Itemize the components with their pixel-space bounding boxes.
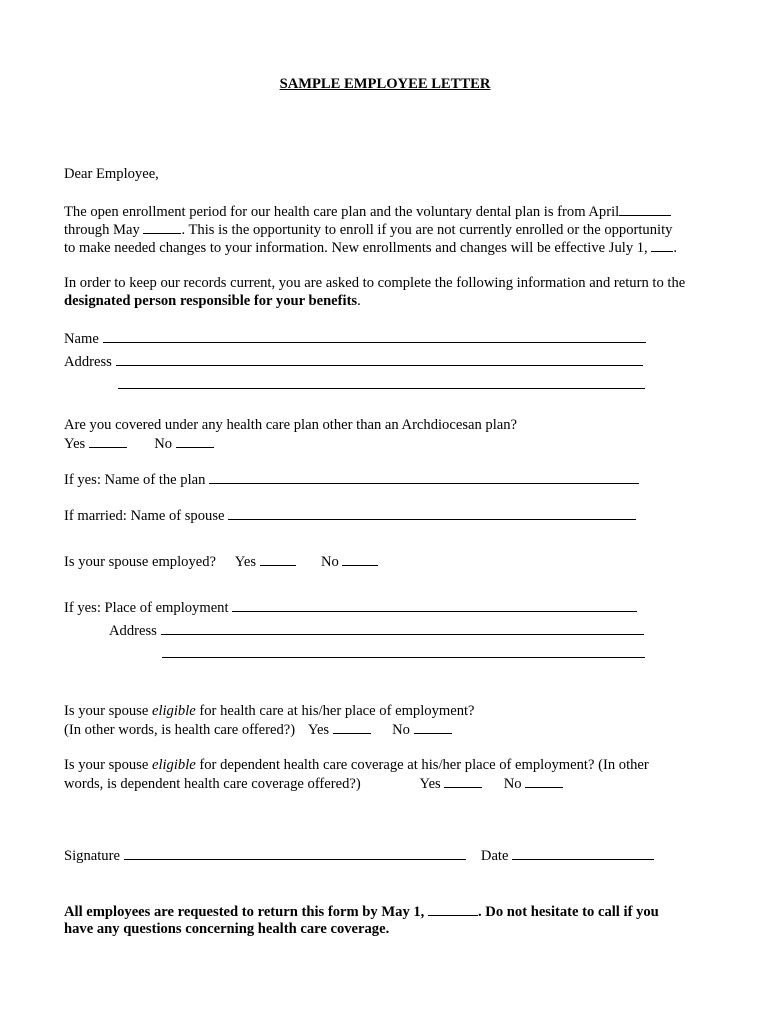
p1-text-3b: . xyxy=(673,240,678,256)
signature-field[interactable] xyxy=(124,846,466,860)
spouse-name-label: If married: Name of spouse xyxy=(64,508,225,524)
eligible-question-2 xyxy=(64,756,649,774)
place-of-employment-row xyxy=(64,598,637,617)
covered-no-blank[interactable] xyxy=(176,434,214,448)
address-label: Address xyxy=(64,354,112,370)
address-field-1[interactable] xyxy=(116,352,643,366)
place-of-employment-field[interactable] xyxy=(232,598,637,612)
place-of-employment-label: If yes: Place of employment xyxy=(64,600,229,616)
employment-address-field-2[interactable] xyxy=(162,644,645,658)
eligible-q2-end: for dependent health care coverage at his/her place of employment? (In other xyxy=(195,757,649,773)
eligible1-yes-blank[interactable] xyxy=(333,720,371,734)
employment-address-row xyxy=(109,621,644,640)
p2-period: . xyxy=(357,293,361,309)
eligible-q1-paren: (In other words, is health care offered?) xyxy=(64,722,296,738)
p1-text-3a: to make needed changes to your information. New enrollments and changes will be effective July 1, xyxy=(64,240,648,256)
april-date-blank[interactable] xyxy=(619,202,671,216)
eligible2-no-blank[interactable] xyxy=(525,774,563,788)
p1-text-1: The open enrollment period for our health care plan and the voluntary dental plan is from April xyxy=(64,204,620,220)
employed-yes-label: Yes xyxy=(234,554,257,570)
covered-yes-label: Yes xyxy=(64,436,86,452)
spouse-employed-label: Is your spouse employed? xyxy=(64,554,216,570)
may-date-blank[interactable] xyxy=(143,220,181,234)
designated-person-text: designated person responsible for your benefits xyxy=(64,293,358,309)
employment-address-label: Address xyxy=(109,623,157,639)
closing-line-1 xyxy=(64,902,659,921)
date-label: Date xyxy=(480,848,509,864)
page-title: SAMPLE EMPLOYEE LETTER xyxy=(279,76,491,92)
signature-row xyxy=(64,846,654,865)
eligible-q1-start: Is your spouse xyxy=(64,703,152,719)
employment-address-field-1[interactable] xyxy=(161,621,644,635)
spouse-employed-row xyxy=(64,552,378,571)
eligible2-yes-label: Yes xyxy=(419,776,441,792)
covered-yes-blank[interactable] xyxy=(89,434,127,448)
closing-line-2: have any questions concerning health care coverage. xyxy=(64,921,390,937)
employed-no-label: No xyxy=(320,554,339,570)
name-label: Name xyxy=(64,331,99,347)
spouse-name-field[interactable] xyxy=(228,506,636,520)
plan-name-row xyxy=(64,470,639,489)
spouse-name-row xyxy=(64,506,636,525)
address-field-2[interactable] xyxy=(118,375,645,389)
eligible-answers-1 xyxy=(64,720,452,739)
paragraph-1-line-3 xyxy=(64,238,677,257)
eligible-word-1: eligible xyxy=(151,703,196,719)
p1-text-2a: through May xyxy=(64,222,140,238)
signature-label: Signature xyxy=(64,848,120,864)
employment-address-row-2 xyxy=(162,644,645,663)
eligible1-yes-label: Yes xyxy=(307,722,330,738)
eligible-q2-start: Is your spouse xyxy=(64,757,152,773)
paragraph-2-line-2 xyxy=(64,292,361,310)
covered-question: Are you covered under any health care plan other than an Archdiocesan plan? xyxy=(64,417,518,433)
employed-no-blank[interactable] xyxy=(342,552,378,566)
closing-text-1b: . Do not hesitate to call if you xyxy=(478,904,659,920)
name-row xyxy=(64,329,646,348)
paragraph-1-line-2 xyxy=(64,220,672,239)
plan-name-label: If yes: Name of the plan xyxy=(64,472,206,488)
name-field[interactable] xyxy=(103,329,646,343)
eligible1-no-label: No xyxy=(392,722,410,738)
eligible2-no-label: No xyxy=(503,776,522,792)
address-row xyxy=(64,352,643,371)
eligible-question-1 xyxy=(64,702,475,720)
paragraph-1-line-1 xyxy=(64,202,671,221)
address-row-2 xyxy=(118,375,645,394)
eligible2-yes-blank[interactable] xyxy=(444,774,482,788)
eligible-q1-end: for health care at his/her place of employment? xyxy=(195,703,475,719)
covered-no-label: No xyxy=(154,436,173,452)
covered-answers xyxy=(64,434,214,453)
eligible-word-2: eligible xyxy=(151,757,196,773)
p1-text-2b: . This is the opportunity to enroll if you are not currently enrolled or the opportunity xyxy=(181,222,673,238)
eligible-q2-paren: words, is dependent health care coverage offered?) xyxy=(64,776,361,792)
closing-text-1a: All employees are requested to return this form by May 1, xyxy=(64,904,425,920)
plan-name-field[interactable] xyxy=(209,470,639,484)
employed-yes-blank[interactable] xyxy=(260,552,296,566)
salutation: Dear Employee, xyxy=(64,166,159,182)
eligible1-no-blank[interactable] xyxy=(414,720,452,734)
july-year-blank[interactable] xyxy=(651,238,673,252)
date-field[interactable] xyxy=(512,846,654,860)
paragraph-2-line-1: In order to keep our records current, you are asked to complete the following information and return to the xyxy=(64,275,686,291)
closing-year-blank[interactable] xyxy=(428,902,478,916)
eligible-answers-2 xyxy=(64,774,563,793)
